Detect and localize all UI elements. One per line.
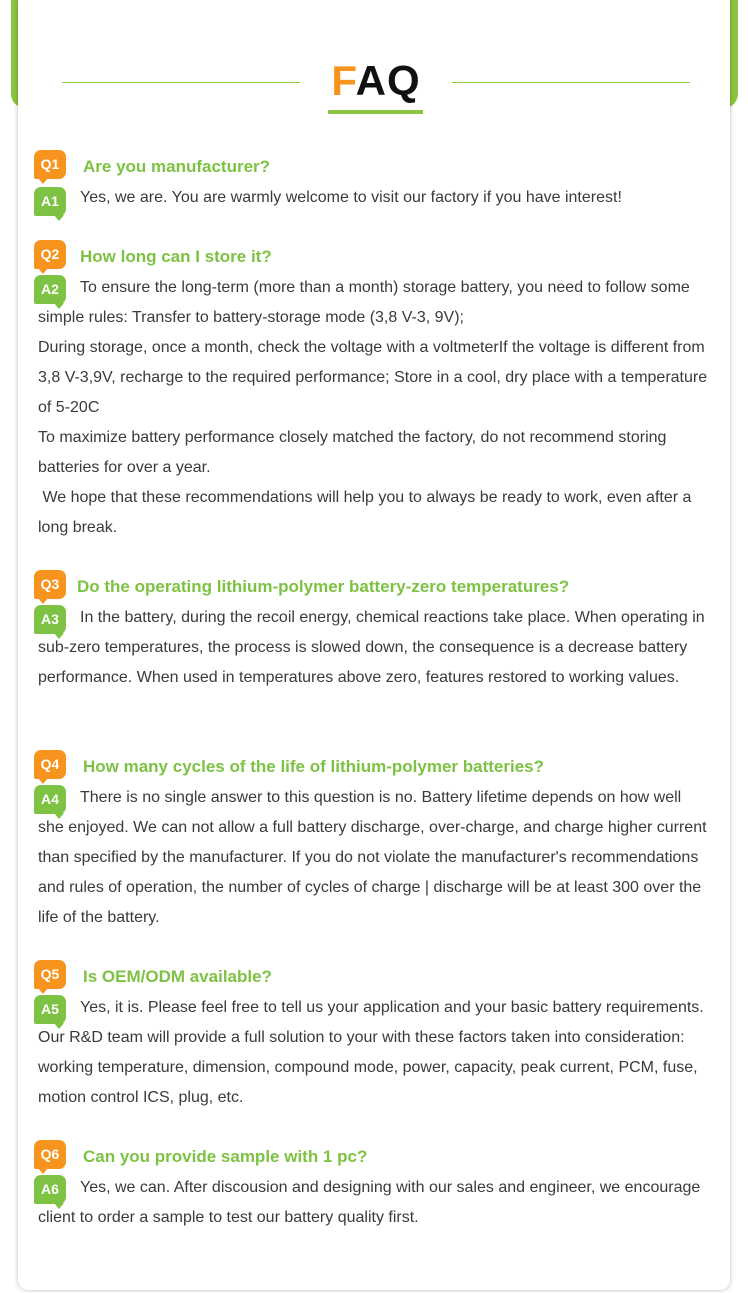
q4-badge: Q4 (34, 750, 66, 779)
q6-badge: Q6 (34, 1140, 66, 1169)
q2-question: How long can I store it? (80, 247, 272, 266)
a5-badge: A5 (34, 995, 66, 1024)
a3-badge: A3 (34, 605, 66, 634)
q3-question: Do the operating lithium-polymer battery-zero temperatures? (77, 577, 570, 596)
a2-badge: A2 (34, 275, 66, 304)
q2-badge: Q2 (34, 240, 66, 269)
title-rule-left (62, 82, 300, 83)
page-title: FAQ (331, 57, 421, 104)
a4-answer: There is no single answer to this question is no. Battery lifetime depends on how well she enjoyed. We can not allow a full battery discharge, over-charge, and charge higher current than specified by the manufacturer. If you do not violate the manufacturer's recommendations and rules of operation, the number of cycles of charge | discharge will be at least 300 over the life of the battery. (38, 789, 707, 926)
a6-answer: Yes, we can. After discousion and designing with our sales and engineer, we encourage client to order a sample to test our battery quality first. (38, 1179, 701, 1226)
a2-answer: To ensure the long-term (more than a month) storage battery, you need to follow some simple rules: Transfer to battery-storage mode (3,8 V-3, 9V); During storage, once a month, check the voltage with a voltmeterIf the voltage is different from 3,8 V-3,9V, recharge to the required performance; Store in a cool, dry place with a temperature of 5-20C To maximize battery performance closely matched the factory, do not recommend storing batteries for over a year. We hope that these recommendations will help you to always be ready to work, even after a long break. (38, 279, 708, 536)
a5-answer: Yes, it is. Please feel free to tell us your application and your basic battery requirements. Our R&D team will provide a full solution to your with these factors taken into consideration: working temperature, dimension, compound mode, power, capacity, peak current, PCM, fuse, motion control ICS, plug, etc. (38, 999, 704, 1106)
q1-badge: Q1 (34, 150, 66, 179)
a6-badge: A6 (34, 1175, 66, 1204)
q5-badge: Q5 (34, 960, 66, 989)
q1-question: Are you manufacturer? (83, 157, 271, 176)
title-underline (328, 110, 423, 114)
q6-question: Can you provide sample with 1 pc? (83, 1147, 368, 1166)
a3-answer: In the battery, during the recoil energy, chemical reactions take place. When operating in sub-zero temperatures, the process is slowed down, the consequence is a decrease battery performance. When used in temperatures above zero, features restored to working values. (38, 609, 705, 686)
a1-badge: A1 (34, 187, 66, 216)
title-rule-right (452, 82, 690, 83)
a4-badge: A4 (34, 785, 66, 814)
q5-question: Is OEM/ODM available? (83, 967, 272, 986)
q4-question: How many cycles of the life of lithium-polymer batteries? (83, 757, 544, 776)
a1-answer: Yes, we are. You are warmly welcome to visit our factory if you have interest! (80, 189, 622, 206)
q3-badge: Q3 (34, 570, 66, 599)
